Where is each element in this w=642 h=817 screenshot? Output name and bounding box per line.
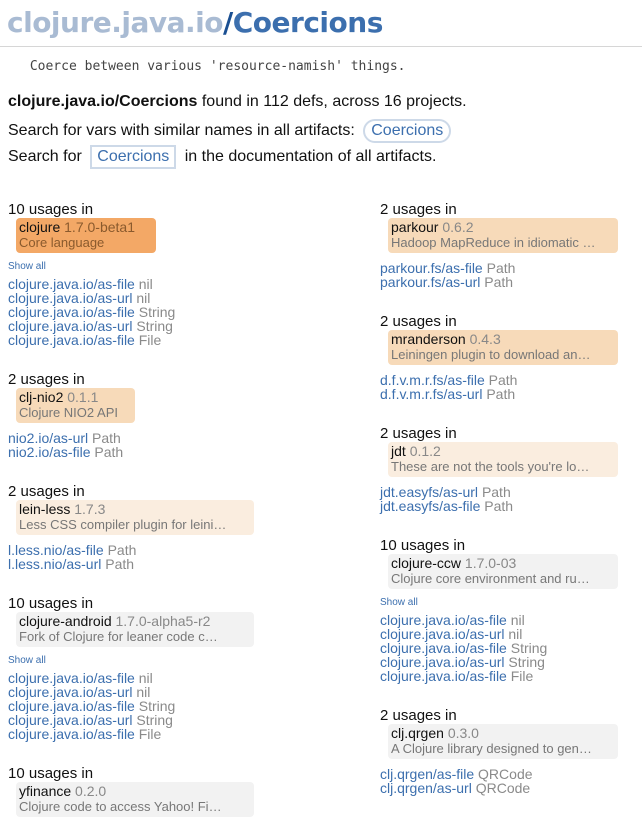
var-list [8,277,308,347]
var-type: String [136,712,173,728]
project-block [8,765,308,817]
project-name: yfinance [19,783,72,799]
var-link[interactable]: clojure.java.io/as-url [8,712,133,728]
var-type: String [138,304,176,320]
var-type: nil [510,612,525,628]
var-link[interactable]: jdt.easyfs/as-url [380,484,479,500]
usage-count: 10 usages in [8,765,94,782]
var-list [8,671,308,741]
project-version: 0.3.0 [447,725,479,741]
var-entry[interactable] [8,727,308,741]
project-description: Less CSS compiler plugin for leini… [19,517,227,532]
var-entry[interactable] [8,713,308,727]
var-link[interactable]: d.f.v.m.r.fs/as-url [380,386,483,402]
doc-search-suffix: in the documentation of all artifacts. [184,148,437,165]
var-link[interactable]: clojure.java.io/as-file [8,332,135,348]
var-entry[interactable] [8,699,308,713]
project-name: clojure [19,219,61,235]
var-link[interactable]: clojure.java.io/as-file [8,698,135,714]
project-block [380,425,642,513]
var-type: Path [105,556,135,572]
var-link[interactable]: clojure.java.io/as-url [8,684,133,700]
var-type: Path [486,260,516,276]
var-list [380,613,642,683]
var-entry[interactable] [380,669,642,683]
project-block [8,371,308,459]
var-link[interactable]: clojure.java.io/as-url [8,318,133,334]
var-link[interactable]: parkour.fs/as-file [380,260,483,276]
project-version: 0.1.2 [409,443,441,459]
project-name: clj-nio2 [19,389,64,405]
project-version: 0.2.0 [75,783,107,799]
var-entry[interactable] [8,277,308,291]
var-entry[interactable] [8,557,308,571]
var-entry[interactable] [380,499,642,513]
var-type: nil [138,276,153,292]
project-block [380,201,642,289]
project-description: Hadoop MapReduce in idiomatic … [391,235,596,250]
project-card[interactable] [388,330,618,365]
project-card[interactable] [388,724,618,759]
var-type: File [510,668,534,684]
usage-count: 2 usages in [380,313,457,330]
project-version: 1.7.0-03 [464,555,517,571]
var-entry[interactable] [380,781,642,795]
var-type: nil [138,670,153,686]
var-entry[interactable] [380,641,642,655]
var-list [8,543,308,571]
project-description: Core language [19,235,105,250]
var-entry[interactable] [8,671,308,685]
var-link[interactable]: jdt.easyfs/as-file [380,498,481,514]
var-type: QRCode [475,780,531,796]
summary-count: found in 112 defs, across 16 projects. [197,93,467,110]
var-entry[interactable] [8,305,308,319]
project-card[interactable] [16,218,156,253]
project-name: clojure-ccw [391,555,462,571]
project-block [380,313,642,401]
summary-line [8,93,467,111]
var-entry[interactable] [8,445,308,459]
project-name: clojure-android [19,613,112,629]
show-all-link[interactable]: Show all [380,597,418,608]
var-link[interactable]: clojure.java.io/as-file [380,668,507,684]
project-description: Clojure core environment and ru… [391,571,590,586]
var-entry[interactable] [8,543,308,557]
var-type: Path [94,444,124,460]
var-entry[interactable] [8,685,308,699]
var-link[interactable]: l.less.nio/as-file [8,542,104,558]
project-description: Fork of Clojure for leaner code c… [19,629,218,644]
var-link[interactable]: clojure.java.io/as-file [380,612,507,628]
var-link[interactable]: d.f.v.m.r.fs/as-file [380,372,485,388]
project-name: mranderson [391,331,466,347]
var-type: nil [136,290,151,306]
var-link[interactable]: clojure.java.io/as-file [8,304,135,320]
project-description: Clojure NIO2 API [19,405,118,420]
left-column [8,201,308,817]
title-separator: / [223,6,233,39]
docstring: Coerce between various 'resource-namish' things. [22,59,406,74]
show-all-link[interactable]: Show all [8,655,46,666]
project-card[interactable] [16,782,254,817]
project-version: 0.4.3 [469,331,501,347]
project-version: 0.1.1 [67,389,99,405]
var-type: String [138,698,176,714]
header-divider [0,46,642,47]
project-description: These are not the tools you're lo… [391,459,590,474]
var-entry[interactable] [8,291,308,305]
var-type: String [510,640,548,656]
var-type: nil [136,684,151,700]
var-link[interactable]: clj.qrgen/as-file [380,766,475,782]
var-type: File [138,332,162,348]
var-type: File [138,726,162,742]
show-all-link[interactable]: Show all [8,261,46,272]
var-type: Path [488,372,518,388]
project-block [8,201,308,347]
project-card[interactable] [388,554,618,589]
var-type: Path [484,498,514,514]
page-header [0,0,642,48]
doc-search-line [8,145,436,169]
usage-count: 2 usages in [8,371,85,388]
var-link[interactable]: nio2.io/as-file [8,444,91,460]
var-link[interactable]: clojure.java.io/as-file [8,726,135,742]
var-link[interactable]: clojure.java.io/as-file [8,670,135,686]
var-link[interactable]: nio2.io/as-url [8,430,89,446]
var-entry[interactable] [380,485,642,499]
var-type: Path [107,542,137,558]
var-list [380,373,642,401]
usage-count: 2 usages in [380,201,457,218]
var-entry[interactable] [380,387,642,401]
var-entry[interactable] [380,261,642,275]
var-entry[interactable] [8,431,308,445]
project-card[interactable] [388,442,618,477]
var-entry[interactable] [380,613,642,627]
project-name: jdt [391,443,406,459]
project-name: parkour [391,219,439,235]
var-list [8,431,308,459]
var-link[interactable]: l.less.nio/as-url [8,556,102,572]
similar-names-label: Search for vars with similar names in all artifacts: [8,122,355,139]
similar-names-search-button[interactable]: Coercions [363,119,451,143]
var-entry[interactable] [8,319,308,333]
project-version: 0.6.2 [442,219,474,235]
project-block [380,537,642,683]
similar-names-line [8,119,451,143]
var-entry[interactable] [8,333,308,347]
usage-count: 2 usages in [380,425,457,442]
var-name: Coercions [232,6,383,39]
var-link[interactable]: clojure.java.io/as-file [8,276,135,292]
project-block [8,595,308,741]
var-link[interactable]: clj.qrgen/as-url [380,780,472,796]
usage-count: 2 usages in [380,707,457,724]
var-link[interactable]: parkour.fs/as-url [380,274,481,290]
var-list [380,261,642,289]
var-link[interactable]: clojure.java.io/as-file [380,640,507,656]
var-entry[interactable] [380,767,642,781]
usage-count: 10 usages in [8,595,94,612]
summary-var: clojure.java.io/Coercions [8,93,198,110]
page-title [7,3,383,43]
var-type: nil [508,626,523,642]
project-card[interactable] [388,218,618,253]
project-description: Clojure code to access Yahoo! Fi… [19,799,222,814]
var-entry[interactable] [380,655,642,669]
var-entry[interactable] [380,627,642,641]
right-column [380,201,642,795]
project-description: Leiningen plugin to download an… [391,347,591,362]
project-card[interactable] [16,388,135,423]
var-type: String [136,318,173,334]
var-type: Path [92,430,121,446]
var-type: String [508,654,545,670]
var-link[interactable]: clojure.java.io/as-url [380,654,505,670]
var-entry[interactable] [380,373,642,387]
doc-search-button[interactable]: Coercions [90,145,176,169]
var-list [380,485,642,513]
project-block [380,707,642,795]
project-card[interactable] [16,500,254,535]
project-description: A Clojure library designed to gen… [391,741,592,756]
var-link[interactable]: clojure.java.io/as-url [8,290,133,306]
doc-search-prefix: Search for [8,148,82,165]
project-block [8,483,308,571]
usage-count: 10 usages in [380,537,466,554]
var-list [380,767,642,795]
project-version: 1.7.3 [74,501,106,517]
project-name: clj.qrgen [391,725,444,741]
project-version: 1.7.0-beta1 [64,219,135,235]
var-link[interactable]: clojure.java.io/as-url [380,626,505,642]
var-type: Path [486,386,516,402]
project-card[interactable] [16,612,254,647]
var-type: QRCode [478,766,533,782]
var-type: Path [481,484,511,500]
usage-count: 2 usages in [8,483,85,500]
project-name: lein-less [19,501,71,517]
usage-count: 10 usages in [8,201,94,218]
project-version: 1.7.0-alpha5-r2 [115,613,211,629]
namespace-link[interactable]: clojure.java.io [7,6,224,39]
var-entry[interactable] [380,275,642,289]
var-type: Path [484,274,514,290]
